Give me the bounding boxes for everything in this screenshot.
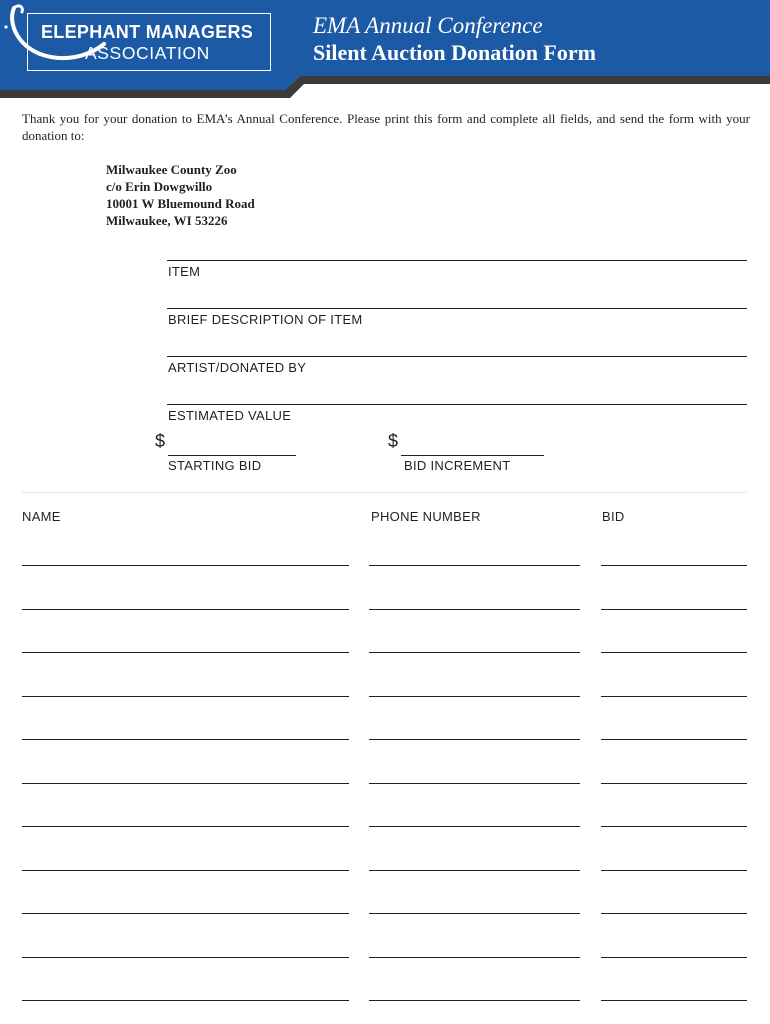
- name-entry-line[interactable]: [22, 1000, 349, 1001]
- bid-column-header: BID: [602, 509, 625, 524]
- bid-entry-line[interactable]: [601, 826, 747, 827]
- name-entry-line[interactable]: [22, 739, 349, 740]
- description-label: BRIEF DESCRIPTION OF ITEM: [168, 312, 363, 327]
- name-entry-line[interactable]: [22, 609, 349, 610]
- bid-row: [0, 1000, 770, 1002]
- phone-column-header: PHONE NUMBER: [371, 509, 481, 524]
- name-entry-line[interactable]: [22, 826, 349, 827]
- bid-row: [0, 783, 770, 785]
- bid-entry-line[interactable]: [601, 609, 747, 610]
- bid-entry-line[interactable]: [601, 913, 747, 914]
- name-column-header: NAME: [22, 509, 61, 524]
- bid-entry-line[interactable]: [601, 696, 747, 697]
- bid-increment-dollar-sign: $: [388, 431, 399, 451]
- phone-entry-line[interactable]: [369, 652, 580, 653]
- phone-entry-line[interactable]: [369, 1000, 580, 1001]
- item-label: ITEM: [168, 264, 201, 279]
- name-entry-line[interactable]: [22, 652, 349, 653]
- bid-row: [0, 652, 770, 654]
- artist-field[interactable]: [167, 356, 747, 357]
- phone-entry-line[interactable]: [369, 783, 580, 784]
- phone-entry-line[interactable]: [369, 696, 580, 697]
- address-line: Milwaukee, WI 53226: [106, 213, 228, 228]
- form-title: Silent Auction Donation Form: [313, 40, 596, 65]
- header-banner: [0, 0, 770, 100]
- bid-entry-line[interactable]: [601, 739, 747, 740]
- conference-title: EMA Annual Conference: [313, 13, 543, 38]
- bid-row: [0, 609, 770, 611]
- logo-name-line2: ASSOCIATION: [85, 43, 210, 63]
- bid-row: [0, 957, 770, 959]
- starting-bid-field[interactable]: [168, 455, 296, 456]
- bid-entry-line[interactable]: [601, 870, 747, 871]
- artist-label: ARTIST/DONATED BY: [168, 360, 307, 375]
- bid-entry-line[interactable]: [601, 565, 747, 566]
- phone-entry-line[interactable]: [369, 609, 580, 610]
- name-entry-line[interactable]: [22, 783, 349, 784]
- starting-bid-dollar-sign: $: [155, 431, 166, 451]
- section-divider: [22, 492, 747, 493]
- name-entry-line[interactable]: [22, 957, 349, 958]
- phone-entry-line[interactable]: [369, 739, 580, 740]
- bid-row: [0, 870, 770, 872]
- name-entry-line[interactable]: [22, 565, 349, 566]
- logo-name-line1: ELEPHANT MANAGERS: [41, 22, 254, 42]
- name-entry-line[interactable]: [22, 913, 349, 914]
- bid-row: [0, 913, 770, 915]
- address-line: Milwaukee County Zoo: [106, 162, 237, 177]
- address-line: c/o Erin Dowgwillo: [106, 179, 213, 194]
- phone-entry-line[interactable]: [369, 913, 580, 914]
- name-entry-line[interactable]: [22, 870, 349, 871]
- bid-row: [0, 739, 770, 741]
- address-line: 10001 W Bluemound Road: [106, 196, 255, 211]
- estimated-value-field[interactable]: [167, 404, 747, 405]
- phone-entry-line[interactable]: [369, 870, 580, 871]
- bid-entry-line[interactable]: [601, 957, 747, 958]
- bid-increment-field[interactable]: [401, 455, 544, 456]
- estimated-value-label: ESTIMATED VALUE: [168, 408, 292, 423]
- bid-row: [0, 826, 770, 828]
- name-entry-line[interactable]: [22, 696, 349, 697]
- bid-entry-line[interactable]: [601, 783, 747, 784]
- bid-row: [0, 696, 770, 698]
- bid-entry-line[interactable]: [601, 652, 747, 653]
- item-field[interactable]: [167, 260, 747, 261]
- bid-row: [0, 565, 770, 567]
- description-field[interactable]: [167, 308, 747, 309]
- bid-increment-label: BID INCREMENT: [404, 458, 511, 473]
- mailing-address: [106, 161, 255, 229]
- intro-text: Thank you for your donation to EMA’s Annual Conference. Please print this form and complete all fields, and send the form with your donation to:: [22, 111, 750, 143]
- phone-entry-line[interactable]: [369, 565, 580, 566]
- bid-entry-line[interactable]: [601, 1000, 747, 1001]
- starting-bid-label: STARTING BID: [168, 458, 262, 473]
- phone-entry-line[interactable]: [369, 826, 580, 827]
- phone-entry-line[interactable]: [369, 957, 580, 958]
